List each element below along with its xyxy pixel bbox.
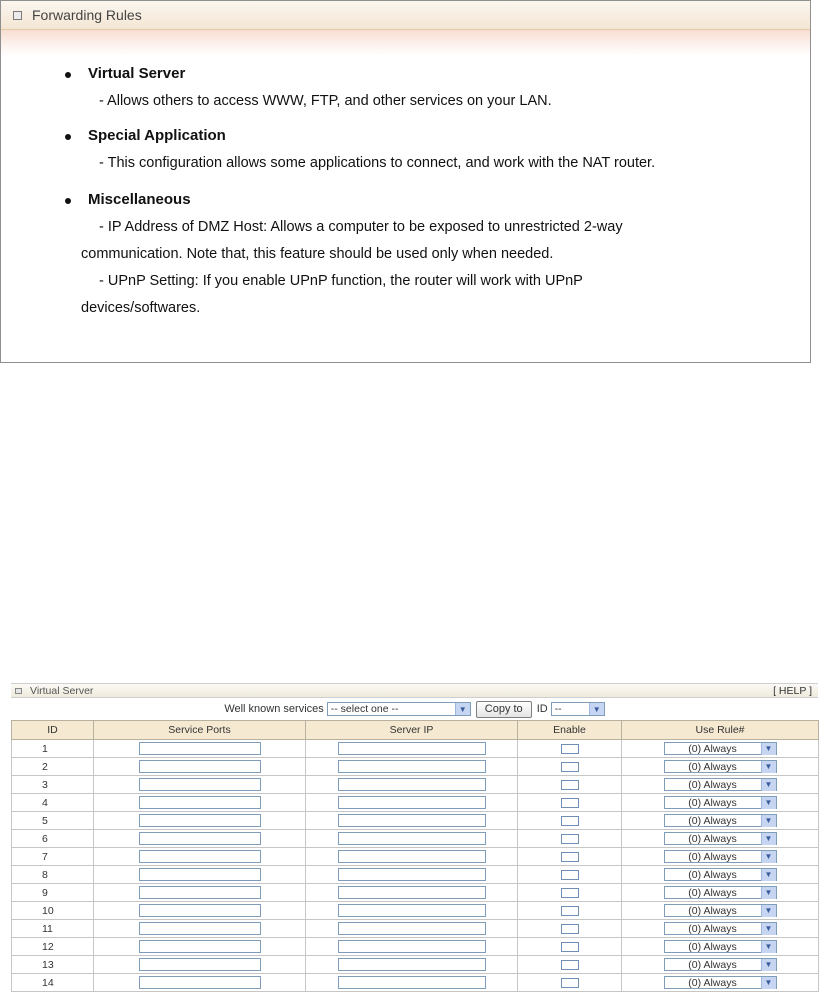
use-rule-select[interactable] [664,940,777,953]
column-header-service-ports: Service Ports [94,721,306,740]
select-value: (0) Always [688,976,737,989]
server-ip-cell [306,956,518,974]
table-row [12,866,819,884]
chevron-down-icon: ▼ [761,833,776,845]
section-heading: Virtual Server [88,65,186,82]
service-ports-cell [94,956,306,974]
service-ports-cell [94,830,306,848]
enable-cell [518,812,622,830]
server-ip-cell [306,974,518,992]
server-ip-cell [306,812,518,830]
server-ip-cell [306,794,518,812]
row-id: 8 [12,866,94,884]
service-ports-cell [94,812,306,830]
use-rule-select[interactable] [664,742,777,755]
server-ip-input[interactable] [338,904,486,917]
server-ip-input[interactable] [338,886,486,899]
select-value: (0) Always [688,760,737,773]
enable-cell [518,866,622,884]
enable-cell [518,956,622,974]
server-ip-input[interactable] [338,850,486,863]
enable-cell [518,884,622,902]
server-ip-cell [306,776,518,794]
row-id: 13 [12,956,94,974]
id-label: ID [536,703,548,715]
use-rule-cell [622,776,819,794]
forwarding-rules-panel [0,0,811,363]
service-ports-cell [94,974,306,992]
server-ip-input[interactable] [338,868,486,881]
server-ip-cell [306,758,518,776]
service-ports-input[interactable] [139,868,261,881]
enable-checkbox[interactable] [561,798,579,808]
panel-title: Virtual Server [30,684,94,697]
section-line: - IP Address of DMZ Host: Allows a computer to be exposed to unrestricted 2-way [99,219,623,235]
chevron-down-icon: ▼ [761,815,776,827]
chevron-down-icon: ▼ [761,851,776,863]
service-ports-input[interactable] [139,886,261,899]
service-ports-cell [94,866,306,884]
use-rule-select[interactable] [664,922,777,935]
use-rule-select[interactable] [664,832,777,845]
enable-checkbox[interactable] [561,960,579,970]
use-rule-select[interactable] [664,976,777,989]
service-ports-input[interactable] [139,832,261,845]
use-rule-select[interactable] [664,868,777,881]
enable-checkbox[interactable] [561,888,579,898]
row-id: 14 [12,974,94,992]
service-ports-input[interactable] [139,958,261,971]
use-rule-select[interactable] [664,778,777,791]
service-ports-cell [94,938,306,956]
table-row [12,938,819,956]
row-id: 10 [12,902,94,920]
use-rule-select[interactable] [664,796,777,809]
service-ports-input[interactable] [139,904,261,917]
section-line: communication. Note that, this feature should be used only when needed. [81,246,554,262]
enable-checkbox[interactable] [561,906,579,916]
server-ip-input[interactable] [338,796,486,809]
table-row [12,902,819,920]
use-rule-select[interactable] [664,814,777,827]
service-ports-input[interactable] [139,814,261,827]
chevron-down-icon: ▼ [761,905,776,917]
use-rule-cell [622,956,819,974]
server-ip-cell [306,938,518,956]
well-known-services-select[interactable] [327,702,471,716]
server-ip-cell [306,866,518,884]
server-ip-input[interactable] [338,778,486,791]
use-rule-cell [622,812,819,830]
service-ports-cell [94,758,306,776]
server-ip-cell [306,884,518,902]
table-row [12,794,819,812]
enable-checkbox[interactable] [561,834,579,844]
server-ip-cell [306,920,518,938]
enable-checkbox[interactable] [561,762,579,772]
service-ports-cell [94,776,306,794]
service-ports-cell [94,902,306,920]
service-ports-cell [94,920,306,938]
table-header-row [12,721,819,740]
enable-checkbox[interactable] [561,744,579,754]
use-rule-select[interactable] [664,850,777,863]
select-value: (0) Always [688,922,737,935]
use-rule-select[interactable] [664,958,777,971]
header-gradient-band [1,30,810,56]
section-heading: Special Application [88,127,226,144]
chevron-down-icon: ▼ [761,779,776,791]
row-id: 5 [12,812,94,830]
use-rule-cell [622,794,819,812]
chevron-down-icon: ▼ [761,887,776,899]
row-id: 12 [12,938,94,956]
server-ip-cell [306,740,518,758]
use-rule-cell [622,830,819,848]
server-ip-input[interactable] [338,742,486,755]
server-ip-cell [306,848,518,866]
use-rule-select[interactable] [664,904,777,917]
copy-to-button[interactable]: Copy to [476,701,532,718]
panel-title: Forwarding Rules [32,7,142,23]
enable-checkbox[interactable] [561,816,579,826]
section-heading: Miscellaneous [88,191,191,208]
enable-cell [518,830,622,848]
square-icon [15,688,22,694]
table-row [12,776,819,794]
column-header-id: ID [12,721,94,740]
enable-checkbox[interactable] [561,780,579,790]
chevron-down-icon: ▼ [455,703,470,715]
table-row [12,758,819,776]
table-row [12,830,819,848]
service-ports-cell [94,848,306,866]
row-id: 1 [12,740,94,758]
bullet-icon [65,72,71,78]
enable-cell [518,938,622,956]
column-header-server-ip: Server IP [306,721,518,740]
chevron-down-icon: ▼ [589,703,604,715]
select-value: -- [554,703,562,715]
table-row [12,884,819,902]
service-ports-input[interactable] [139,778,261,791]
server-ip-input[interactable] [338,922,486,935]
server-ip-input[interactable] [338,958,486,971]
table-row [12,848,819,866]
use-rule-cell [622,920,819,938]
chevron-down-icon: ▼ [761,923,776,935]
table-body [12,740,819,992]
service-ports-cell [94,794,306,812]
select-value: (0) Always [688,940,737,953]
server-ip-input[interactable] [338,760,486,773]
server-ip-input[interactable] [338,940,486,953]
use-rule-select[interactable] [664,760,777,773]
select-value: (0) Always [688,778,737,791]
enable-checkbox[interactable] [561,870,579,880]
service-ports-input[interactable] [139,760,261,773]
virtual-server-table [11,720,819,992]
use-rule-select[interactable] [664,886,777,899]
server-ip-input[interactable] [338,976,486,989]
service-ports-input[interactable] [139,976,261,989]
enable-checkbox[interactable] [561,852,579,862]
use-rule-cell [622,740,819,758]
enable-checkbox[interactable] [561,942,579,952]
row-id: 11 [12,920,94,938]
section-line: - This configuration allows some applications to connect, and work with the NAT router. [99,155,656,171]
section-line: devices/softwares. [81,300,201,316]
section-line: - UPnP Setting: If you enable UPnP function, the router will work with UPnP [99,273,583,289]
service-ports-cell [94,884,306,902]
table-row [12,812,819,830]
use-rule-cell [622,884,819,902]
use-rule-cell [622,974,819,992]
service-ports-input[interactable] [139,742,261,755]
server-ip-input[interactable] [338,814,486,827]
row-id: 9 [12,884,94,902]
enable-cell [518,848,622,866]
table-row [12,920,819,938]
service-ports-input[interactable] [139,940,261,953]
chevron-down-icon: ▼ [761,977,776,989]
row-id: 4 [12,794,94,812]
virtual-server-panel [11,683,818,992]
select-value: (0) Always [688,850,737,863]
server-ip-input[interactable] [338,832,486,845]
use-rule-cell [622,758,819,776]
select-value: (0) Always [688,832,737,845]
virtual-server-toolbar [11,698,818,720]
enable-cell [518,740,622,758]
chevron-down-icon: ▼ [761,869,776,881]
chevron-down-icon: ▼ [761,941,776,953]
enable-cell [518,974,622,992]
enable-cell [518,794,622,812]
well-known-services-label: Well known services [224,703,324,715]
row-id: 2 [12,758,94,776]
select-value: (0) Always [688,796,737,809]
column-header-enable: Enable [518,721,622,740]
chevron-down-icon: ▼ [761,797,776,809]
service-ports-input[interactable] [139,922,261,935]
select-value: (0) Always [688,958,737,971]
enable-checkbox[interactable] [561,924,579,934]
enable-checkbox[interactable] [561,978,579,988]
service-ports-cell [94,740,306,758]
copy-id-select[interactable] [551,702,605,716]
help-link[interactable]: [ HELP ] [773,684,812,697]
select-value: (0) Always [688,886,737,899]
use-rule-cell [622,938,819,956]
select-value: (0) Always [688,814,737,827]
table-row [12,974,819,992]
service-ports-input[interactable] [139,850,261,863]
square-icon [13,11,22,20]
select-value: (0) Always [688,868,737,881]
row-id: 3 [12,776,94,794]
service-ports-input[interactable] [139,796,261,809]
select-value: (0) Always [688,904,737,917]
use-rule-cell [622,866,819,884]
virtual-server-header [11,683,818,698]
server-ip-cell [306,902,518,920]
select-value: (0) Always [688,742,737,755]
select-value: -- select one -- [330,703,399,715]
enable-cell [518,758,622,776]
row-id: 7 [12,848,94,866]
chevron-down-icon: ▼ [761,959,776,971]
bullet-icon [65,134,71,140]
use-rule-cell [622,902,819,920]
server-ip-cell [306,830,518,848]
enable-cell [518,776,622,794]
chevron-down-icon: ▼ [761,743,776,755]
table-row [12,956,819,974]
column-header-use-rule: Use Rule# [622,721,819,740]
use-rule-cell [622,848,819,866]
enable-cell [518,920,622,938]
table-row [12,740,819,758]
section-line: - Allows others to access WWW, FTP, and other services on your LAN. [99,93,552,109]
enable-cell [518,902,622,920]
bullet-icon [65,198,71,204]
row-id: 6 [12,830,94,848]
chevron-down-icon: ▼ [761,761,776,773]
forwarding-rules-header [1,1,810,30]
